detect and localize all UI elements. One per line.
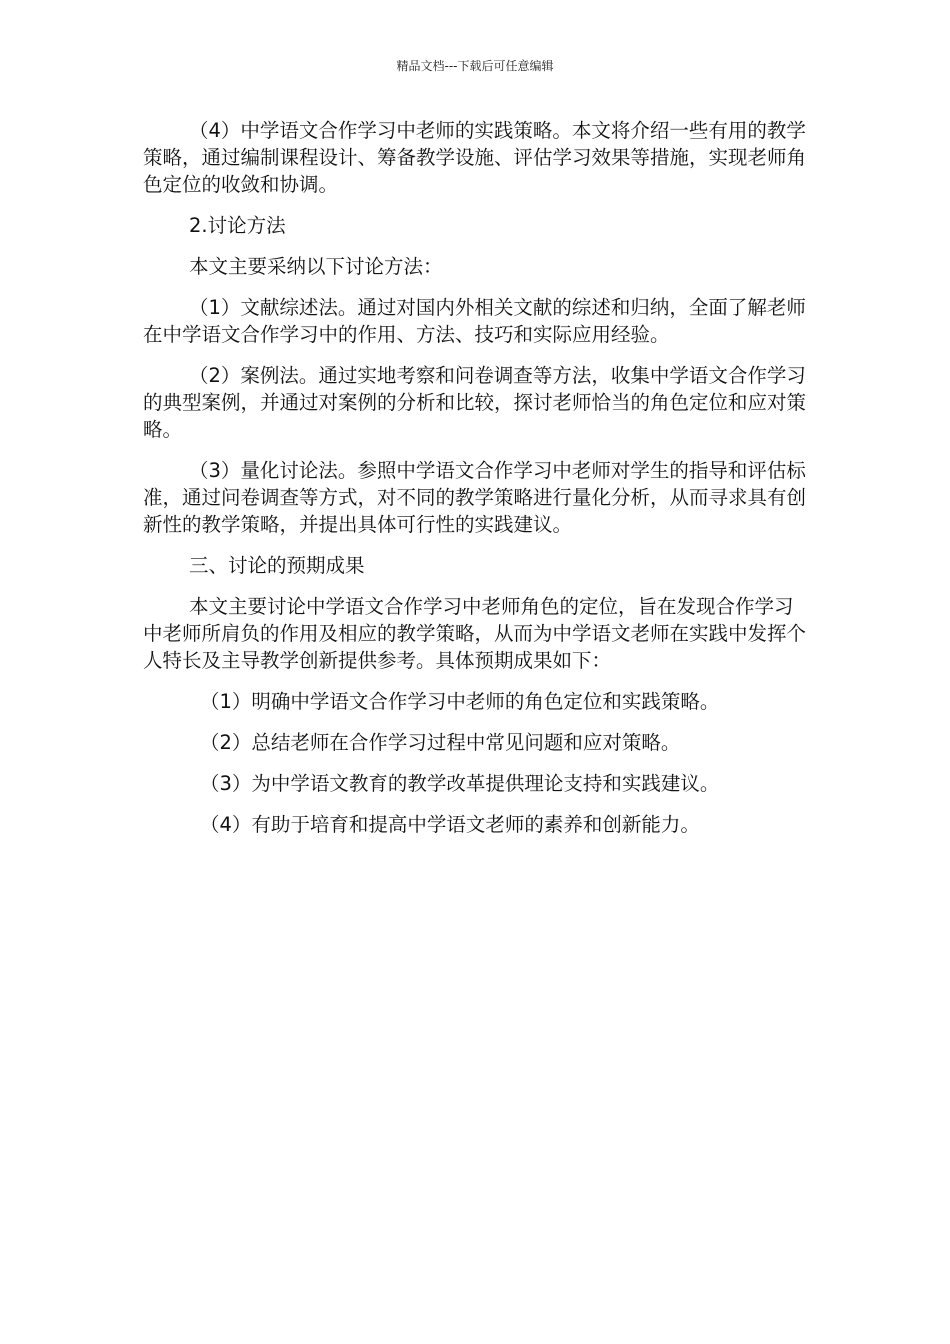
page-header: 精品文档---下载后可任意编辑 — [396, 59, 554, 73]
paragraph-strategy-4: （4）中学语文合作学习中老师的实践策略。本文将介绍一些有用的教学策略，通过编制课程设计、筹备教学设施、评估学习效果等措施，实现老师角色定位的收敛和协调。 — [143, 119, 807, 196]
section-heading-outcomes: 三、讨论的预期成果 — [189, 554, 365, 577]
paragraph-method-quantitative: （3）量化讨论法。参照中学语文合作学习中老师对学生的指导和评估标准，通过问卷调查等方式，对不同的教学策略进行量化分析，从而寻求具有创新性的教学策略，并提出具体可行性的实践建议。 — [143, 459, 807, 536]
list-item: （4）有助于培育和提高中学语文老师的素养和创新能力。 — [200, 813, 700, 836]
list-item: （3）为中学语文教育的教学改革提供理论支持和实践建议。 — [200, 772, 720, 795]
paragraph-methods-intro: 本文主要采纳以下讨论方法： — [189, 255, 443, 278]
list-item: （1）明确中学语文合作学习中老师的角色定位和实践策略。 — [200, 690, 720, 713]
list-item: （2）总结老师在合作学习过程中常见问题和应对策略。 — [200, 731, 681, 754]
section-heading-methods: 2.讨论方法 — [189, 214, 286, 237]
paragraph-outcomes-intro: 本文主要讨论中学语文合作学习中老师角色的定位，旨在发现合作学习中老师所肩负的作用及相应的教学策略，从而为中学语文老师在实践中发挥个人特长及主导教学创新提供参考。具体预期成果如下： — [143, 595, 807, 672]
document-body — [143, 117, 809, 852]
outcomes-list — [143, 688, 809, 838]
paragraph-method-case: （2）案例法。通过实地考察和问卷调查等方法，收集中学语文合作学习的典型案例，并通过对案例的分析和比较，探讨老师恰当的角色定位和应对策略。 — [143, 364, 807, 441]
paragraph-method-literature: （1）文献综述法。通过对国内外相关文献的综述和归纳，全面了解老师在中学语文合作学习中的作用、方法、技巧和实际应用经验。 — [143, 296, 806, 346]
